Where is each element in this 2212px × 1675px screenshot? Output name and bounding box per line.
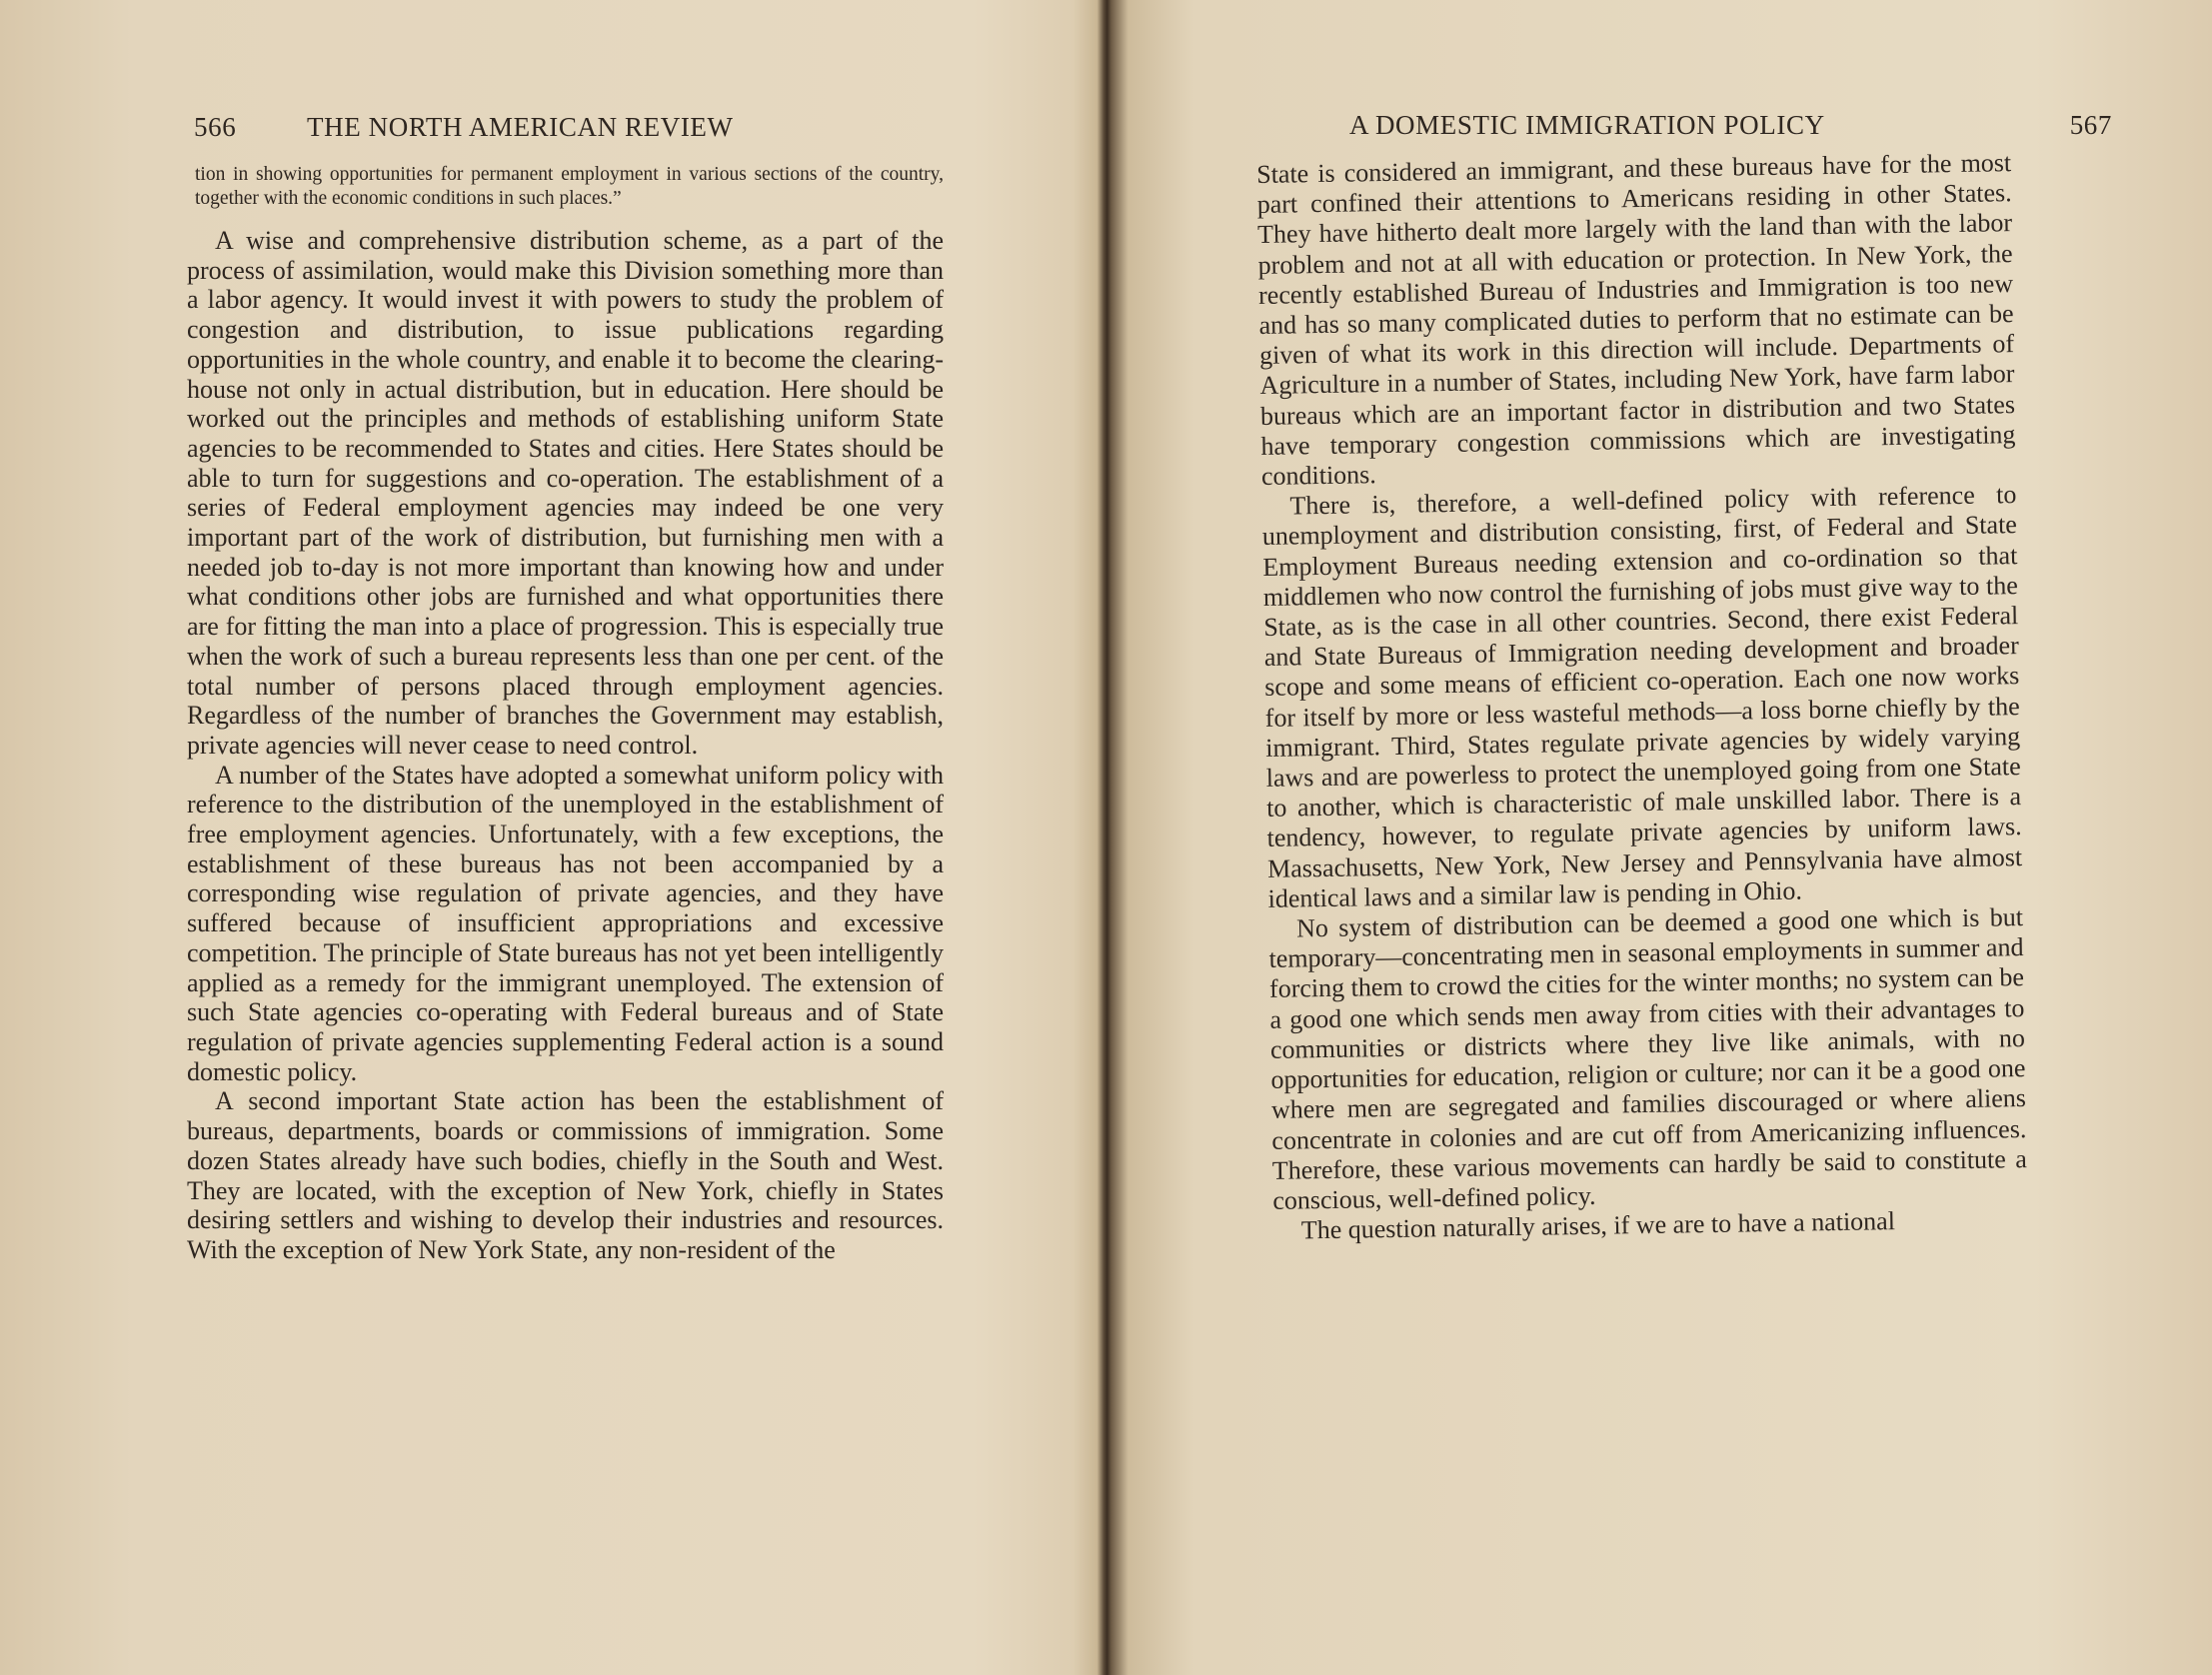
left-text-column bbox=[187, 163, 944, 1265]
continued-paragraph: State is considered an immigrant, and these bureaus have for the most part confined their attentions to Americans residing in other States. They have hitherto dealt more largely with the land than with the labor problem and not at all with education or protection. In New York, the recently established Bureau of Industries and Immigration is too new and has so many complicated duties to perform that no estimate can be given of what its work in this direction will include. Departments of Agriculture in a number of States, including New York, have farm labor bureaus which are an important factor in distribution and two States have temporary congestion commissions which are investigating conditions. bbox=[1256, 148, 2016, 491]
paragraph: A wise and comprehensive distribution scheme, as a part of the process of assimilation, would make this Division something more than a labor agency. It would invest it with powers to study the problem of congestion and distribution, to issue publications regarding opportunities in the whole country, and enable it to become the clearing-house not only in actual distribution, but in education. Here should be worked out the principles and methods of establishing uniform State agencies to be recommended to States and cities. Here States should be able to turn for suggestions and co-operation. The establishment of a series of Federal employment agencies may indeed be one very important part of the work of distribution, but furnishing men with a needed job to-day is not more important than knowing how and under what conditions other jobs are furnished and what opportunities there are for fitting the man into a place of progression. This is especially true when the work of such a bureau represents less than one per cent. of the total number of persons placed through employment agencies. Regardless of the number of branches the Government may establish, private agencies will never cease to need control. bbox=[187, 226, 944, 760]
left-page bbox=[0, 0, 1100, 1675]
left-running-head: THE NORTH AMERICAN REVIEW bbox=[307, 112, 734, 142]
quote-continuation: tion in showing opportunities for permanent employment in various sections of the country, together with the economic conditions in such places.” bbox=[195, 164, 944, 209]
paragraph: No system of distribution can be deemed a good one which is but temporary—concentrating men in seasonal employments in summer and forcing them to crowd the cities for the winter months; no system can be a good one which sends men away from cities with their advantages to communities or districts where they live like animals, with no opportunities for education, religion or culture; nor can it be a good one where men are segregated and families discouraged or where aliens concentrate in colonies and are cut off from Americanizing influences. Therefore, these various movements can hardly be said to constitute a conscious, well-defined policy. bbox=[1268, 902, 2028, 1215]
paragraph: The question naturally arises, if we are to have a national bbox=[1300, 1206, 1896, 1245]
right-page-number: 567 bbox=[2069, 110, 2112, 140]
paragraph: There is, therefore, a well-defined policy with reference to unemployment and distribution consisting, first, of Federal and State Employment Bureaus needing extension and co-ordination so that middlemen who now control the furnishing of jobs must give way to the State, as is the case in all other countries. Second, there exist Federal and State Bureaus of Immigration needing development and broader scope and some means of efficient co-operation. Each one now works for itself by more or less wasteful methods—a loss borne chiefly by the immigrant. Third, States regulate private agencies by widely varying laws and are powerless to protect the unemployed going from one State to another, which is characteristic of male unskilled labor. There is a tendency, however, to regulate private agencies by uniform laws. Massachusetts, New York, New Jersey and Pennsylvania have almost identical laws and a similar law is pending in Ohio. bbox=[1261, 480, 2023, 913]
right-running-head: A DOMESTIC IMMIGRATION POLICY bbox=[1349, 110, 1825, 140]
left-page-number: 566 bbox=[194, 112, 237, 142]
right-page bbox=[1105, 0, 2212, 1675]
paragraph: A second important State action has been the establishment of bureaus, departments, boards or commissions of immigration. Some dozen States already have such bodies, chiefly in the South and West. They are located, with the exception of New York, chiefly in States desiring settlers and wishing to develop their industries and resources. With the exception of New York State, any non-resident of the bbox=[187, 1086, 944, 1264]
right-text-column bbox=[1256, 148, 2028, 1246]
paragraph: A number of the States have adopted a somewhat uniform policy with reference to the distribution of the unemployed in the establishment of free employment agencies. Unfortunately, with a few exceptions, the establishment of these bureaus has not been accompanied by a corresponding wise regulation of private agencies, and they have suffered because of insufficient appropriations and excessive competition. The principle of State bureaus has not yet been intelligently applied as a remedy for the immigrant unemployed. The extension of such State agencies co-operating with Federal bureaus and of State regulation of private agencies supplementing Federal action is a sound domestic policy. bbox=[187, 760, 944, 1086]
